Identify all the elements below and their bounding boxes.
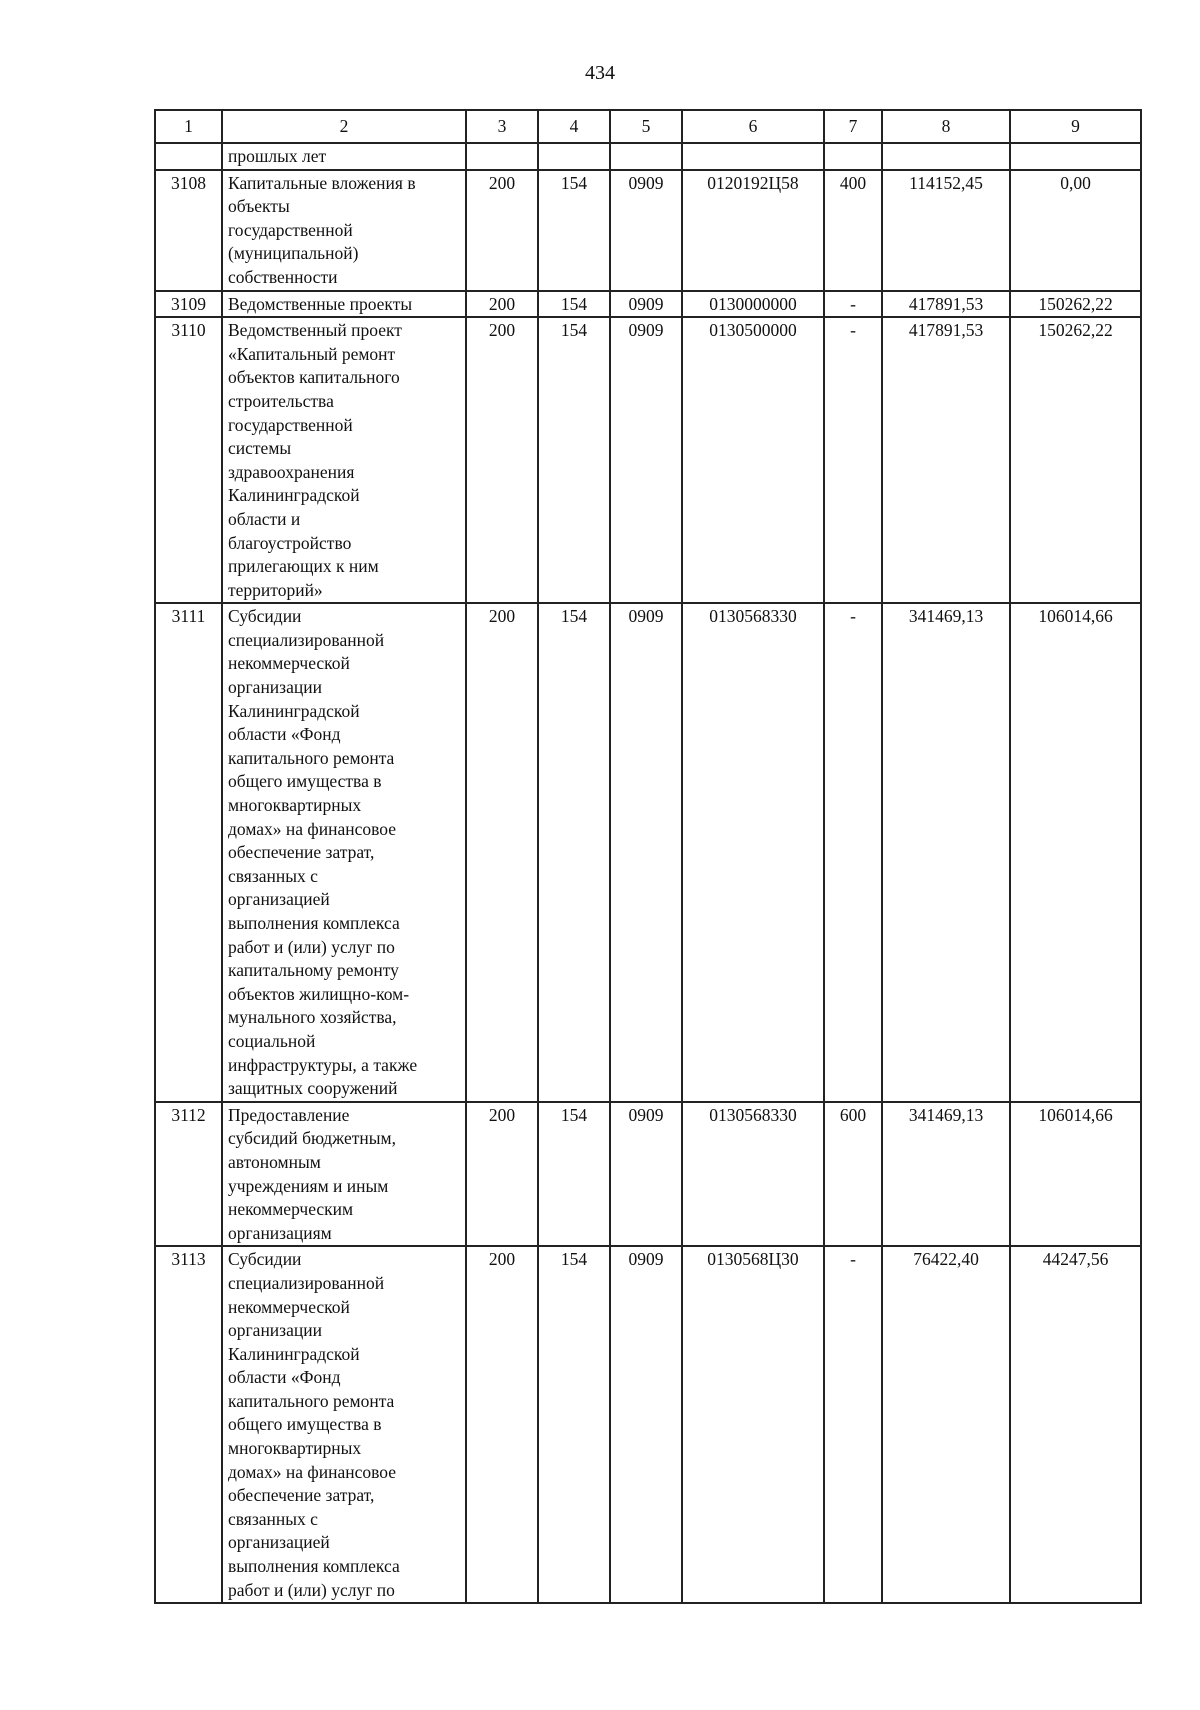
col6-cell: 0130568Ц30 <box>682 1246 824 1603</box>
column-header: 2 <box>222 110 466 143</box>
name-line: области «Фонд <box>228 724 341 745</box>
column-header: 3 <box>466 110 538 143</box>
col6-cell <box>682 143 824 170</box>
name-line: защитных сооружений <box>228 1078 398 1099</box>
name-line: многоквартирных <box>228 795 362 816</box>
name-line: организации <box>228 677 322 698</box>
name-line: капитального ремонта <box>228 747 395 768</box>
table-row <box>155 170 1141 291</box>
col4-cell: 154 <box>538 603 610 1101</box>
row-name-cell <box>222 291 466 318</box>
name-line: территорий» <box>228 579 323 600</box>
col5-cell: 0909 <box>610 170 682 291</box>
name-line: работ и (или) услуг по <box>228 1579 395 1600</box>
name-line: домах» на финансовое <box>228 818 397 839</box>
col4-cell: 154 <box>538 291 610 318</box>
name-line: Ведомственные проекты <box>228 293 413 314</box>
col4-cell: 154 <box>538 317 610 603</box>
col3-cell: 200 <box>466 1102 538 1247</box>
name-line: (муниципальной) <box>228 243 359 264</box>
name-line: общего имущества в <box>228 771 382 792</box>
table-row <box>155 1102 1141 1247</box>
name-line: домах» на финансовое <box>228 1461 397 1482</box>
name-line: выполнения комплекса <box>228 1556 400 1577</box>
name-line: некоммерческой <box>228 653 350 674</box>
col7-cell: - <box>824 317 882 603</box>
col3-cell <box>466 143 538 170</box>
name-line: Ведомственный проект <box>228 320 402 341</box>
name-line: организацией <box>228 889 330 910</box>
col7-cell: 400 <box>824 170 882 291</box>
name-line: мунального хозяйства, <box>228 1007 397 1028</box>
name-line: Калининградской <box>228 485 360 506</box>
name-line: организацией <box>228 1532 330 1553</box>
name-line: объектов жилищно-ком- <box>228 983 410 1004</box>
col8-amount-cell: 341469,13 <box>882 1102 1010 1247</box>
name-line: обеспечение затрат, <box>228 842 375 863</box>
name-line: благоустройство <box>228 532 352 553</box>
table-row <box>155 1246 1141 1603</box>
name-line: капитального ремонта <box>228 1390 395 1411</box>
name-line: Предоставление <box>228 1104 350 1125</box>
name-line: Капитальные вложения в <box>228 172 416 193</box>
col4-cell: 154 <box>538 170 610 291</box>
name-line: области и <box>228 508 301 529</box>
column-header: 6 <box>682 110 824 143</box>
col3-cell: 200 <box>466 603 538 1101</box>
row-number-cell: 3112 <box>155 1102 222 1247</box>
name-line: организациям <box>228 1222 332 1243</box>
col9-amount-cell: 106014,66 <box>1010 603 1141 1101</box>
name-line: «Капитальный ремонт <box>228 343 396 364</box>
column-header: 1 <box>155 110 222 143</box>
name-line: строительства <box>228 390 334 411</box>
col5-cell: 0909 <box>610 603 682 1101</box>
col5-cell: 0909 <box>610 1102 682 1247</box>
row-name-cell <box>222 143 466 170</box>
name-line: субсидий бюджетным, <box>228 1128 396 1149</box>
row-name-cell <box>222 170 466 291</box>
row-number-cell: 3110 <box>155 317 222 603</box>
col7-cell: - <box>824 1246 882 1603</box>
col6-cell: 0130568330 <box>682 603 824 1101</box>
name-line: организации <box>228 1320 322 1341</box>
budget-table <box>154 109 1142 1604</box>
name-line: некоммерческой <box>228 1296 350 1317</box>
col7-cell: - <box>824 291 882 318</box>
name-line: здравоохранения <box>228 461 355 482</box>
name-line: многоквартирных <box>228 1438 362 1459</box>
row-name-cell <box>222 603 466 1101</box>
col9-amount-cell: 106014,66 <box>1010 1102 1141 1247</box>
column-header: 4 <box>538 110 610 143</box>
name-line: связанных с <box>228 1508 318 1529</box>
col3-cell: 200 <box>466 170 538 291</box>
name-line: собственности <box>228 266 338 287</box>
table-row <box>155 317 1141 603</box>
name-line: инфраструктуры, а также <box>228 1054 418 1075</box>
col3-cell: 200 <box>466 317 538 603</box>
col5-cell: 0909 <box>610 317 682 603</box>
col8-amount-cell <box>882 143 1010 170</box>
name-line: общего имущества в <box>228 1414 382 1435</box>
name-line: прилегающих к ним <box>228 556 379 577</box>
name-line: связанных с <box>228 865 318 886</box>
name-line: Субсидии <box>228 606 302 627</box>
col6-cell: 0130000000 <box>682 291 824 318</box>
name-line: специализированной <box>228 1272 385 1293</box>
col6-cell: 0130568330 <box>682 1102 824 1247</box>
name-line: прошлых лет <box>228 146 327 166</box>
col9-amount-cell <box>1010 143 1141 170</box>
name-line: некоммерческим <box>228 1199 354 1220</box>
col8-amount-cell: 114152,45 <box>882 170 1010 291</box>
column-header: 8 <box>882 110 1010 143</box>
col9-amount-cell: 0,00 <box>1010 170 1141 291</box>
row-number-cell: 3113 <box>155 1246 222 1603</box>
table-row <box>155 291 1141 318</box>
col5-cell: 0909 <box>610 291 682 318</box>
name-line: учреждениям и иным <box>228 1175 389 1196</box>
name-line: объектов капитального <box>228 367 400 388</box>
col6-cell: 0120192Ц58 <box>682 170 824 291</box>
row-number-cell: 3111 <box>155 603 222 1101</box>
header-row <box>155 110 1141 143</box>
column-header: 5 <box>610 110 682 143</box>
column-header: 7 <box>824 110 882 143</box>
col8-amount-cell: 417891,53 <box>882 317 1010 603</box>
name-line: Калининградской <box>228 700 360 721</box>
col4-cell: 154 <box>538 1246 610 1603</box>
col4-cell: 154 <box>538 1102 610 1247</box>
table-row <box>155 603 1141 1101</box>
col7-cell: 600 <box>824 1102 882 1247</box>
column-header: 9 <box>1010 110 1141 143</box>
table-row <box>155 143 1141 170</box>
col8-amount-cell: 417891,53 <box>882 291 1010 318</box>
col7-cell: - <box>824 603 882 1101</box>
col9-amount-cell: 150262,22 <box>1010 317 1141 603</box>
name-line: государственной <box>228 414 353 435</box>
name-line: социальной <box>228 1030 316 1051</box>
name-line: Субсидии <box>228 1249 302 1270</box>
col7-cell <box>824 143 882 170</box>
row-number-cell: 3108 <box>155 170 222 291</box>
name-line: области «Фонд <box>228 1367 341 1388</box>
table-body <box>155 143 1141 1603</box>
row-name-cell <box>222 317 466 603</box>
row-number-cell <box>155 143 222 170</box>
name-line: обеспечение затрат, <box>228 1485 375 1506</box>
col8-amount-cell: 76422,40 <box>882 1246 1010 1603</box>
col4-cell <box>538 143 610 170</box>
name-line: автономным <box>228 1151 321 1172</box>
col8-amount-cell: 341469,13 <box>882 603 1010 1101</box>
name-line: работ и (или) услуг по <box>228 936 395 957</box>
name-line: объекты <box>228 196 290 217</box>
col5-cell: 0909 <box>610 1246 682 1603</box>
row-name-cell <box>222 1246 466 1603</box>
row-name-cell <box>222 1102 466 1247</box>
col3-cell: 200 <box>466 1246 538 1603</box>
name-line: специализированной <box>228 629 385 650</box>
col6-cell: 0130500000 <box>682 317 824 603</box>
col9-amount-cell: 150262,22 <box>1010 291 1141 318</box>
name-line: системы <box>228 438 292 459</box>
name-line: капитальному ремонту <box>228 960 399 981</box>
col9-amount-cell: 44247,56 <box>1010 1246 1141 1603</box>
name-line: выполнения комплекса <box>228 913 400 933</box>
name-line: Калининградской <box>228 1343 360 1364</box>
row-number-cell: 3109 <box>155 291 222 318</box>
page-number: 434 <box>585 62 615 84</box>
name-line: государственной <box>228 219 353 240</box>
col3-cell: 200 <box>466 291 538 318</box>
col5-cell <box>610 143 682 170</box>
